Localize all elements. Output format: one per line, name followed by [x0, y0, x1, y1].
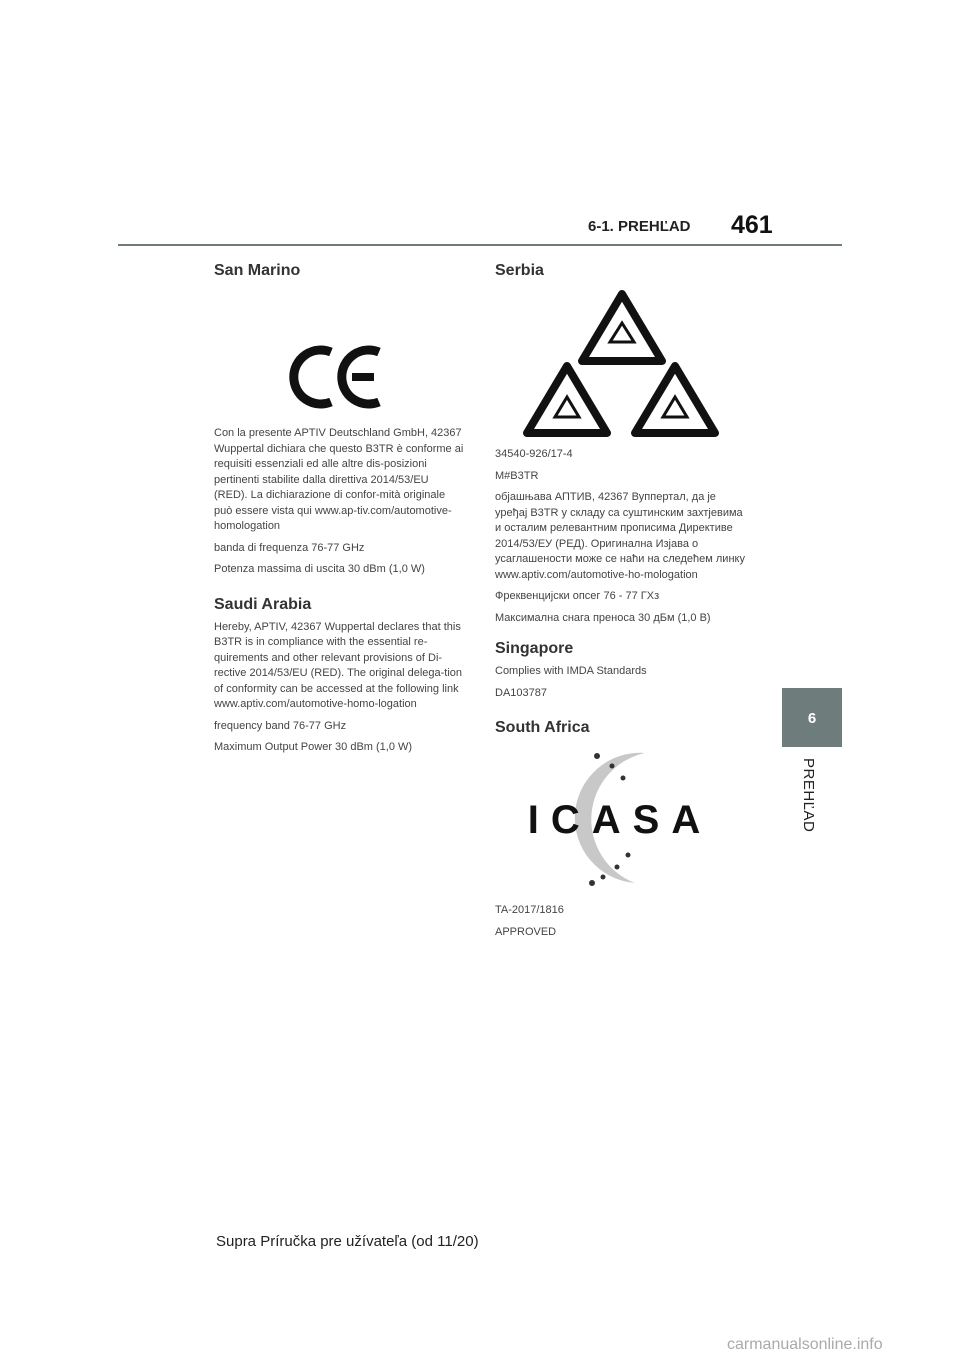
left-column — [214, 262, 464, 774]
right-column — [495, 262, 745, 958]
serbia-triangle-mark-icon — [495, 286, 745, 441]
san-marino-frequency: banda di frequenza 76-77 GHz — [214, 541, 365, 554]
footer-manual-title: Supra Príručka pre užívateľa (od 11/20) — [216, 1233, 479, 1250]
icasa-logo-text: ICASA — [527, 798, 713, 842]
ce-mark-icon — [214, 286, 464, 426]
section-title-singapore: Singapore — [495, 640, 574, 657]
section-south-africa — [495, 719, 745, 940]
saudi-arabia-power: Maximum Output Power 30 dBm (1,0 W) — [214, 741, 413, 753]
section-title-saudi-arabia: Saudi Arabia — [214, 595, 312, 613]
section-title-san-marino: San Marino — [214, 262, 301, 279]
header-divider — [118, 244, 842, 246]
south-africa-approval-number: TA-2017/1816 — [495, 904, 564, 916]
section-san-marino — [214, 262, 464, 578]
header-section-title: 6-1. PREHĽAD — [588, 218, 691, 235]
chapter-tab[interactable] — [782, 688, 842, 747]
saudi-arabia-declaration: Hereby, APTIV, 42367 Wuppertal declares that this B3TR is in compliance with the essential re-quirements and other relevant provisions of Di-rective 2014/53/EU (RED). The original delega-tion of conformity can be accessed at the following link www.aptiv.com/automotive-homo-logation — [214, 620, 463, 710]
page-number: 461 — [731, 211, 773, 239]
section-title-serbia: Serbia — [495, 262, 544, 279]
chapter-label: PREHĽAD — [800, 758, 817, 833]
watermark[interactable]: carmanualsonline.info — [727, 1336, 883, 1353]
serbia-declaration: објашњава АПТИВ, 42367 Вуппертал, да је уређај B3TR у складу са суштинским захтјевима и осталим релевантним прописима Директиве 2014/53/ЕУ (РЕД). Оригинална Изјава о усаглашености може се наћи на следећем линку www.aptiv.com/automotive-ho-mologation — [495, 491, 745, 581]
icasa-logo-icon — [495, 743, 745, 893]
saudi-arabia-frequency: frequency band 76-77 GHz — [214, 719, 347, 732]
singapore-compliance: Complies with IMDA Standards — [495, 665, 647, 677]
serbia-model-code: M#B3TR — [495, 469, 539, 482]
san-marino-declaration: Con la presente APTIV Deutschland GmbH, 42367 Wuppertal dichiara che questo B3TR è conforme ai requisiti essenziali ed alle altre dis-posizioni pertinenti stabilite dalla direttiva 2014/53/EU (RED). La dichiarazione di confor-mità originale può essere vista qui www.ap-tiv.com/automotive-homologation — [214, 427, 464, 532]
serbia-approval-number: 34540-926/17-4 — [495, 448, 573, 460]
san-marino-power: Potenza massima di uscita 30 dBm (1,0 W) — [214, 563, 425, 575]
section-serbia — [495, 262, 745, 626]
section-singapore — [495, 640, 745, 701]
singapore-dealer-code: DA103787 — [495, 686, 547, 699]
chapter-number: 6 — [807, 710, 817, 727]
section-title-south-africa: South Africa — [495, 719, 590, 736]
south-africa-status: APPROVED — [495, 925, 557, 938]
serbia-power: Максимална снага преноса 30 дБм (1,0 В) — [495, 611, 711, 624]
serbia-frequency: Фреквенцијски опсег 76 - 77 ГХз — [495, 590, 660, 602]
section-saudi-arabia — [214, 596, 464, 756]
